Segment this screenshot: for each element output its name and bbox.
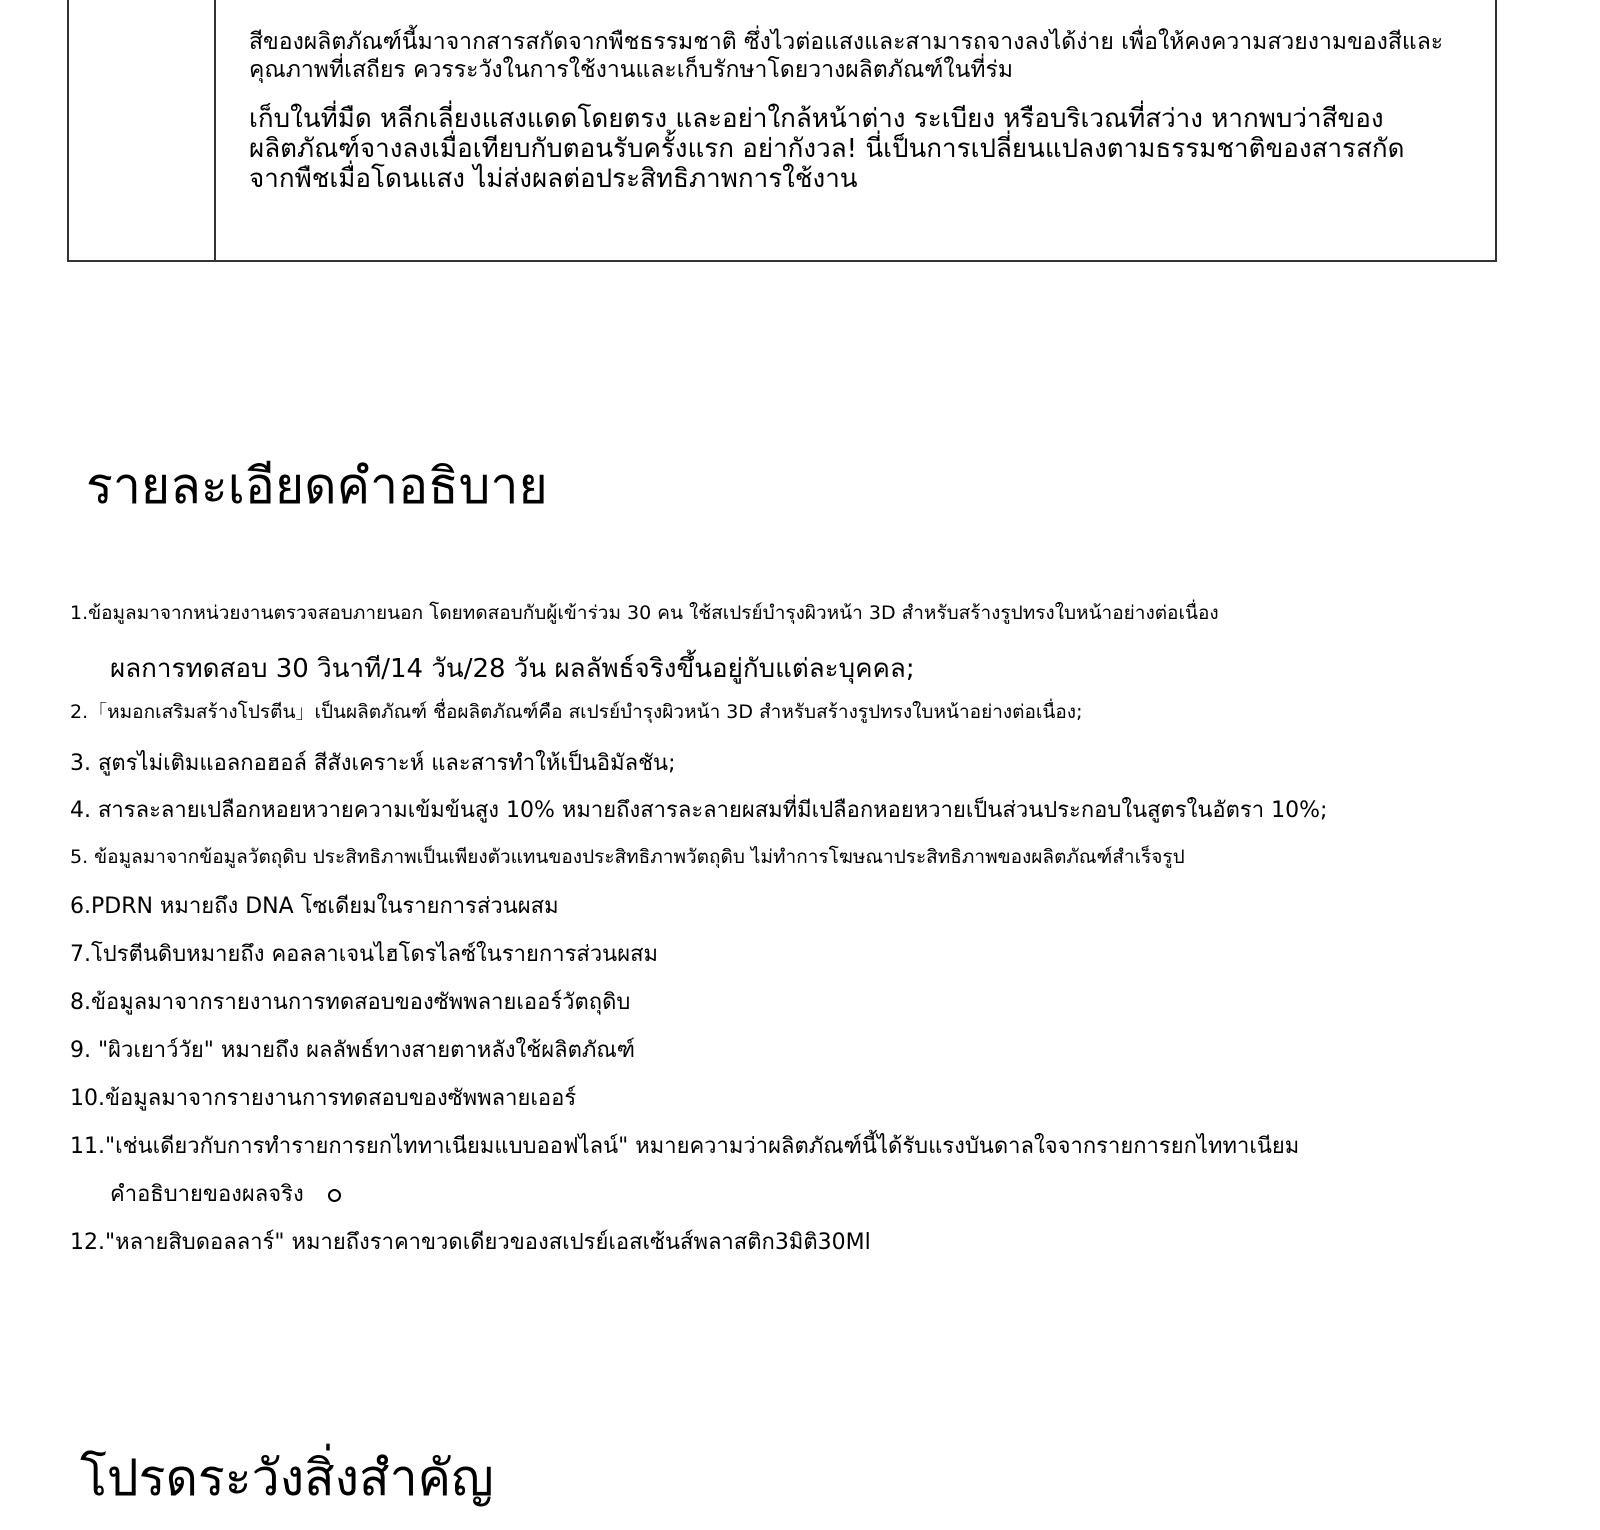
note-item: 4. สารละลายเปลือกหอยหวายความเข้มข้นสูง 10% หมายถึงสารละลายผสมที่มีเปลือกหอยหวายเป็นส่วนประกอบในสูตรในอัตรา 10%;: [70, 798, 1328, 823]
table-column-divider: [214, 0, 216, 260]
note-item: 11."เช่นเดียวกับการทำรายการยกไททาเนียมแบบออฟไลน์" หมายความว่าผลิตภัณฑ์นี้ได้รับแรงบันดาลใจจากรายการยกไททาเนียม: [70, 1134, 1300, 1159]
section-title-description: รายละเอียดคำอธิบาย: [86, 457, 548, 515]
note-item: 10.ข้อมูลมาจากรายงานการทดสอบของซัพพลายเออร์: [70, 1086, 577, 1111]
note-item: 1.ข้อมูลมาจากหน่วยงานตรวจสอบภายนอก โดยทดสอบกับผู้เข้าร่วม 30 คน ใช้สเปรย์บำรุงผิวหน้า 3D สำหรับสร้างรูปทรงใบหน้าอย่างต่อเนื่อง: [70, 602, 1219, 624]
note-item: 3. สูตรไม่เติมแอลกอฮอล์ สีสังเคราะห์ และสารทำให้เป็นอิมัลชัน;: [70, 751, 676, 776]
notice-body: [249, 28, 1449, 194]
note-item: 8.ข้อมูลมาจากรายงานการทดสอบของซัพพลายเออร์วัตถุดิบ: [70, 990, 631, 1015]
note-item-continuation: ผลการทดสอบ 30 วินาที/14 วัน/28 วัน ผลลัพธ์จริงขึ้นอยู่กับแต่ละบุคคล;: [110, 654, 915, 684]
section-title-caution: โปรดระวังสิ่งสำคัญ: [80, 1449, 494, 1507]
note-item: 7.โปรตีนดิบหมายถึง คอลลาเจนไฮโดรไลซ์ในรายการส่วนผสม: [70, 942, 659, 967]
notice-paragraph: สีของผลิตภัณฑ์นี้มาจากสารสกัดจากพืชธรรมชาติ ซึ่งไวต่อแสงและสามารถจางลงได้ง่าย เพื่อให้คงความสวยงามของสีและคุณภาพที่เสถียร ควรระวังในการใช้งานและเก็บรักษาโดยวางผลิตภัณฑ์ในที่ร่ม: [249, 29, 1444, 83]
note-item: 5. ข้อมูลมาจากข้อมูลวัตถุดิบ ประสิทธิภาพเป็นเพียงตัวแทนของประสิทธิภาพวัตถุดิบ ไม่ทำการโฆษณาประสิทธิภาพของผลิตภัณฑ์สำเร็จรูป: [70, 846, 1185, 868]
note-item: 6.PDRN หมายถึง DNA โซเดียมในรายการส่วนผสม: [70, 894, 559, 919]
notice-paragraph: เก็บในที่มืด หลีกเลี่ยงแสงแดดโดยตรง และอย่าใกล้หน้าต่าง ระเบียง หรือบริเวณที่สว่าง หากพบว่าสีของผลิตภัณฑ์จางลงเมื่อเทียบกับตอนรับครั้งแรก อย่ากังวล! นี่เป็นการเปลี่ยนแปลงตามธรรมชาติของสารสกัดจากพืชเมื่อโดนแสง ไม่ส่งผลต่อประสิทธิภาพการใช้งาน: [249, 104, 1405, 194]
note-item: 2.「หมอกเสริมสร้างโปรตีน」เป็นผลิตภัณฑ์ ชื่อผลิตภัณฑ์คือ สเปรย์บำรุงผิวหน้า 3D สำหรับสร้างรูปทรงใบหน้าอย่างต่อเนื่อง;: [70, 701, 1083, 723]
note-item: 9. "ผิวเยาว์วัย" หมายถึง ผลลัพธ์ทางสายตาหลังใช้ผลิตภัณฑ์: [70, 1038, 636, 1063]
note-text: คำอธิบายของผลจริง: [110, 1182, 304, 1207]
notice-table: [67, 0, 1497, 262]
note-item-continuation: [110, 1176, 341, 1211]
circle-mark-icon: [328, 1189, 341, 1202]
note-item: 12."หลายสิบดอลลาร์" หมายถึงราคาขวดเดียวของสเปรย์เอสเซ้นส์พลาสติก3มิติ30Ml: [70, 1230, 871, 1255]
